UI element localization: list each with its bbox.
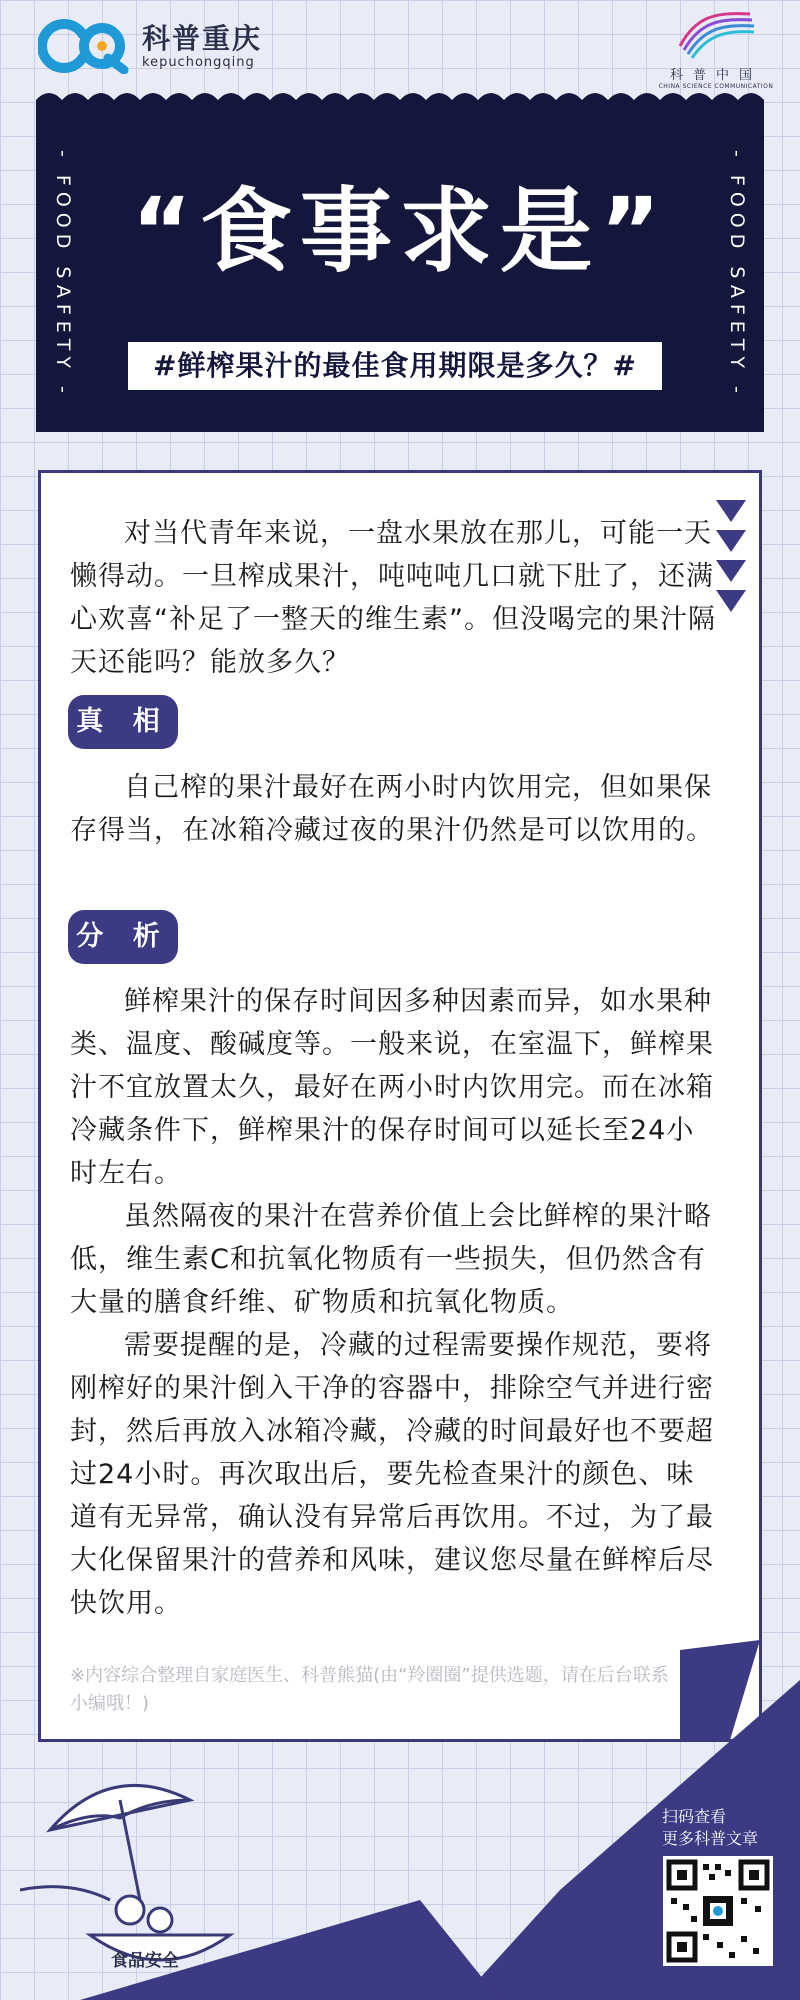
triangle-down-icon [716,500,746,522]
arrow-down-decoration [716,500,748,620]
page-title: “食事求是” [131,178,669,285]
analysis-paragraph: 虽然隔夜的果汁在营养价值上会比鲜榨的果汁略低，维生素C和抗氧化物质有一些损失，但仍然含有大量的膳食纤维、矿物质和抗氧化物质。 [70,1201,712,1318]
food-safety-label: 食品安全 [111,1951,179,1971]
truth-tag: 真 相 [68,695,178,749]
brand-sub: kepuchongqing [142,54,255,70]
intro-text: 对当代青年来说，一盘水果放在那儿，可能一天懒得动。一旦榨成果汁，吨吨吨几口就下肚了，还满心欢喜“补足了一整天的维生素”。但没喝完的果汁隔天还能吗？能放多久？ [70,518,716,678]
analysis-tag: 分 析 [68,910,178,964]
food-safety-side-left: - FOOD SAFETY - [52,150,74,399]
truth-text: 自己榨的果汁最好在两小时内饮用完，但如果保存得当，在冰箱冷藏过夜的果汁仍然是可以饮用的。 [70,772,714,846]
ribbon-icon [676,6,756,64]
analysis-paragraph: 需要提醒的是，冷藏的过程需要操作规范，要将刚榨好的果汁倒入干净的容器中，排除空气并进行密封，然后再放入冰箱冷藏，冷藏的时间最好也不要超过24小时。再次取出后，要先检查果汁的颜色、味道有无异常，确认没有异常后再饮用。不过，为了最大化保留果汁的营养和风味，建议您尽量在鲜榨后尽快饮用。 [70,1330,714,1619]
source-footnote: ※内容综合整理自家庭医生、科普熊猫(由“羚圈圈”提供选题，请在后台联系小编哦！) [70,1665,669,1714]
truth-section [70,766,720,852]
brand-name: 科普重庆 [142,21,263,55]
analysis-paragraph: 鲜榨果汁的保存时间因多种因素而异，如水果种类、温度、酸碱度等。一般来说，在室温下，鲜榨果汁不宜放置太久，最好在两小时内饮用完。而在冰箱冷藏条件下，鲜榨果汁的保存时间可以延长至24小时左右。 [70,986,714,1189]
qr-caption-line-1: 扫码查看 [662,1807,727,1826]
triangle-down-icon [716,560,746,582]
qr-caption-line-2: 更多科普文章 [662,1829,759,1848]
intro-paragraph [70,512,720,684]
triangle-down-icon [716,530,746,552]
partner-name: 科普中国 [669,68,762,83]
china-science-logo [656,6,776,90]
food-safety-side-right: - FOOD SAFETY - [726,150,748,399]
kepuchongqing-logo [38,18,262,74]
partner-sub: CHINA SCIENCE COMMUNICATION [658,83,774,90]
qr-code[interactable] [663,1856,773,1966]
logo-mark-icon [38,18,130,74]
page-subtitle: #鲜榨果汁的最佳食用期限是多久？# [128,342,662,390]
qr-caption [662,1806,758,1850]
triangle-down-icon [716,590,746,612]
qr-code-icon [663,1856,773,1966]
analysis-section [70,980,720,1625]
